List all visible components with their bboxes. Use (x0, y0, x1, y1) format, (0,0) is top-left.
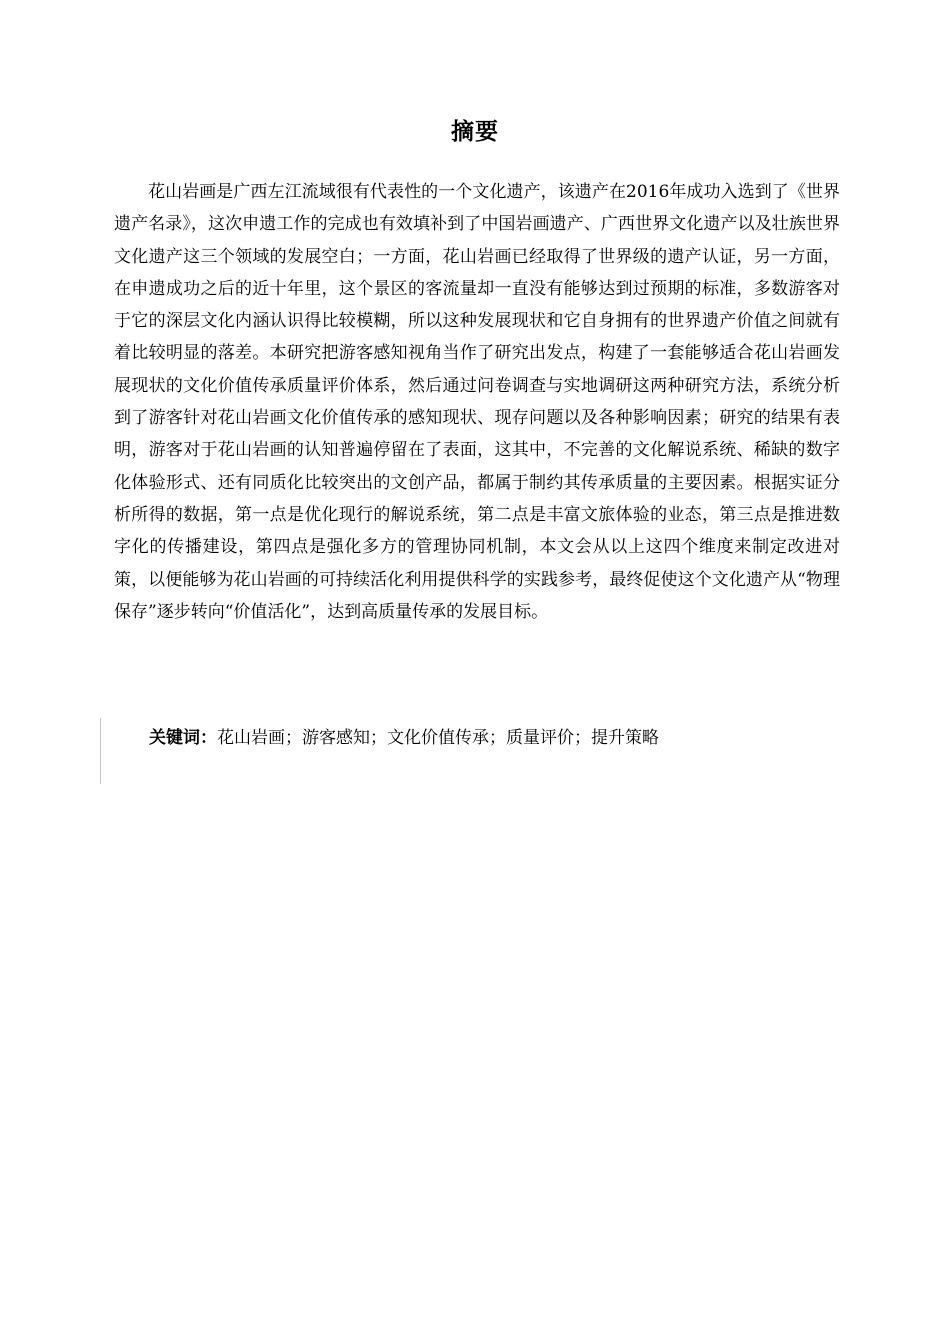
keywords-list: 花山岩画；游客感知；文化价值传承；质量评价；提升策略 (217, 728, 659, 748)
abstract-title: 摘要 (451, 119, 499, 145)
keywords-line (149, 722, 849, 754)
keywords-label: 关键词： (149, 728, 217, 748)
keywords-divider (100, 718, 101, 784)
abstract-body: 花山岩画是广西左江流域很有代表性的一个文化遗产，该遗产在2016年成功入选到了《世界遗产名录》，这次申遗工作的完成也有效填补到了中国岩画遗产、广西世界文化遗产以及壮族世界文化遗产这三个领域的发展空白；一方面，花山岩画已经取得了世界级的遗产认证，另一方面，在申遗成功之后的近十年里，这个景区的客流量却一直没有能够达到过预期的标准，多数游客对于它的深层文化内涵认识得比较模糊，所以这种发展现状和它自身拥有的世界遗产价值之间就有着比较明显的落差。本研究把游客感知视角当作了研究出发点，构建了一套能够适合花山岩画发展现状的文化价值传承质量评价体系，然后通过问卷调查与实地调研这两种研究方法，系统分析到了游客针对花山岩画文化价值传承的感知现状、现存问题以及各种影响因素；研究的结果有表明，游客对于花山岩画的认知普遍停留在了表面，这其中，不完善的文化解说系统、稀缺的数字化体验形式、还有同质化比较突出的文创产品，都属于制约其传承质量的主要因素。根据实证分析所得的数据，第一点是优化现行的解说系统，第二点是丰富文旅体验的业态，第三点是推进数字化的传播建设，第四点是强化多方的管理协同机制，本文会从以上这四个维度来制定改进对策，以便能够为花山岩画的可持续活化利用提供科学的实践参考，最终促使这个文化遗产从“物理保存”逐步转向“价值活化”，达到高质量传承的发展目标。 (114, 182, 840, 622)
